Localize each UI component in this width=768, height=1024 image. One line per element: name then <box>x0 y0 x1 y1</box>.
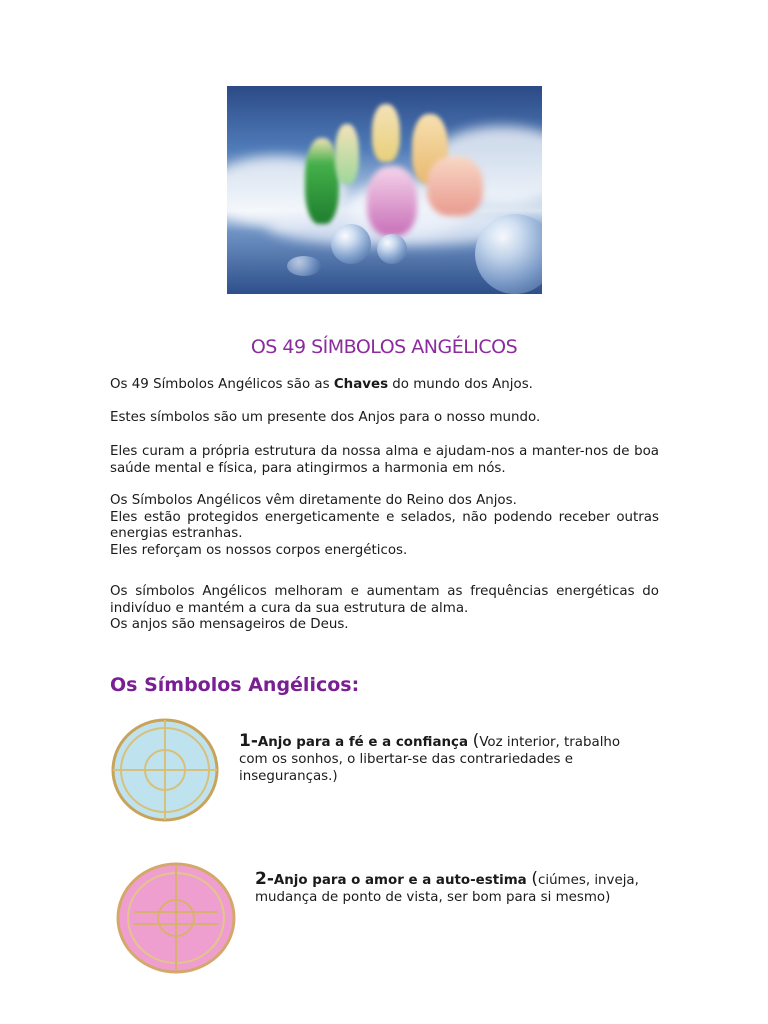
paragraph-4-line-1: Os Símbolos Angélicos vêm diretamente do Reino dos Anjos. <box>110 493 517 508</box>
paragraph-2: Estes símbolos são um presente dos Anjos para o nosso mundo. <box>110 410 541 425</box>
symbol-2-description: ciúmes, inveja, mudança de ponto de vista, ser bom para si mesmo) <box>255 873 639 905</box>
symbol-2-number: 2- <box>255 869 274 889</box>
paragraph-5 <box>110 584 659 634</box>
paragraph-4-line-2: Eles estão protegidos energeticamente e selados, não podendo receber outras energias estranhas. <box>110 509 659 541</box>
paragraph-3: Eles curam a própria estrutura da nossa alma e ajudam-nos a manter-nos de boa saúde mental e física, para atingirmos a harmonia em nós. <box>110 444 659 476</box>
symbol-2-love-icon <box>114 862 238 974</box>
paragraph-1-start: Os 49 Símbolos Angélicos são as <box>110 377 334 392</box>
paragraph-1-end: do mundo dos Anjos. <box>388 377 533 392</box>
symbol-1-faith-icon <box>110 718 220 823</box>
paragraph-1 <box>110 377 659 394</box>
paragraph-5-line-1: Os símbolos Angélicos melhoram e aumentam as frequências energéticas do indivíduo e mantém a cura da sua estrutura de alma. <box>110 584 659 616</box>
angels-hero-image <box>227 86 542 294</box>
keyword-chaves: Chaves <box>333 377 389 392</box>
symbol-1-description: Voz interior, trabalho com os sonhos, o libertar-se das contrariedades e inseguranças.) <box>239 735 621 784</box>
paragraph-4 <box>110 493 659 559</box>
symbol-1-label: Anjo para a fé e a confiança <box>257 735 473 750</box>
symbol-2-label: Anjo para o amor e a auto-estima <box>273 873 532 888</box>
section-subheading: Os Símbolos Angélicos: <box>110 674 360 696</box>
paragraph-4-line-3: Eles reforçam os nossos corpos energéticos. <box>110 542 408 558</box>
paragraph-5-line-2: Os anjos são mensageiros de Deus. <box>110 617 349 632</box>
symbol-2-text <box>255 871 655 906</box>
symbol-1-paren: ( <box>472 731 480 751</box>
symbol-1-text <box>239 733 639 785</box>
symbol-2-paren: ( <box>531 869 538 889</box>
page-title: OS 49 SÍMBOLOS ANGÉLICOS <box>250 336 518 358</box>
symbol-1-number: 1- <box>239 731 258 751</box>
